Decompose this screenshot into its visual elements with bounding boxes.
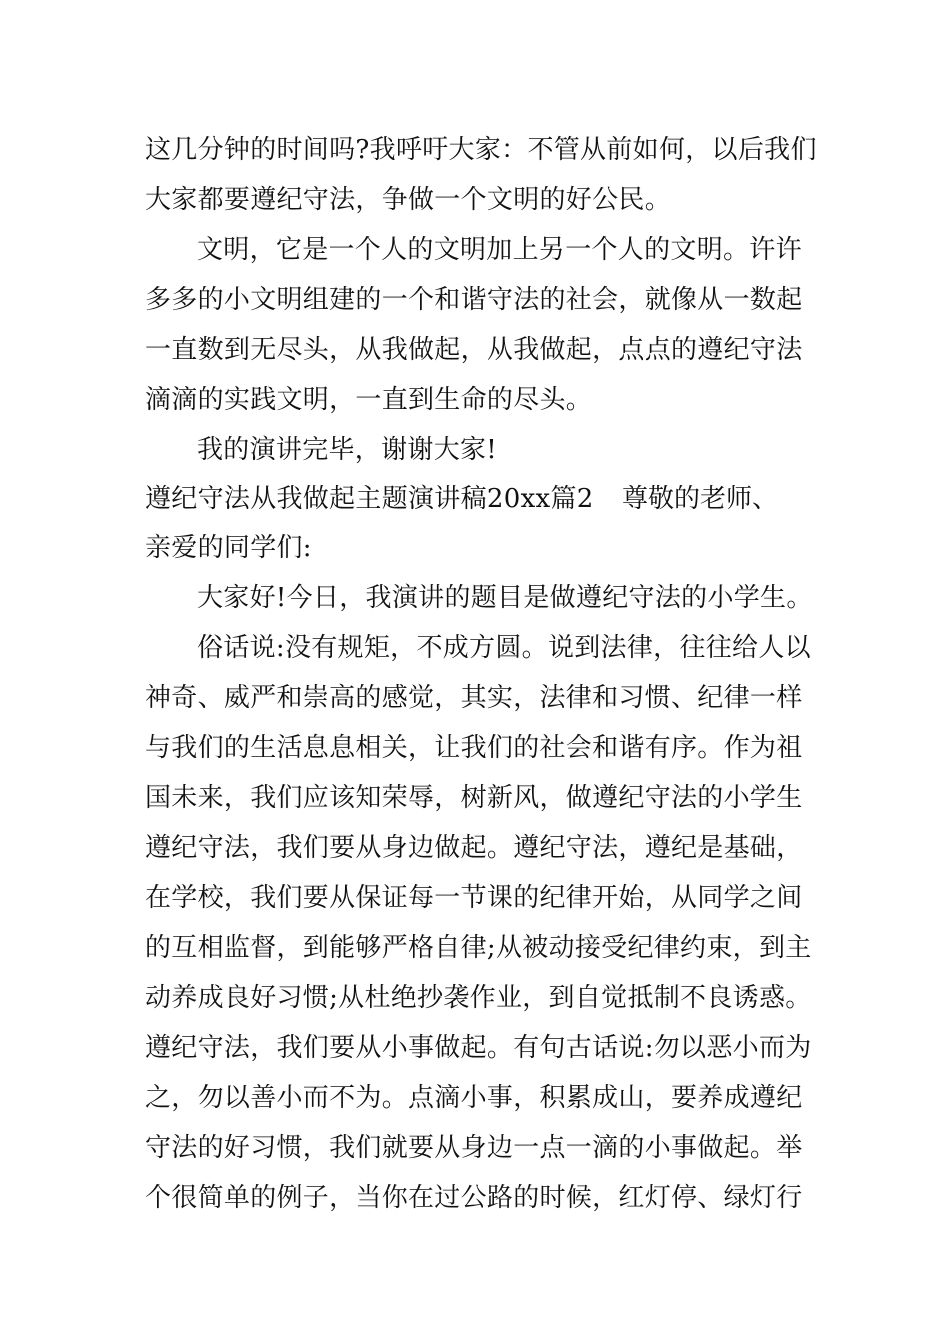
text-line: 之，勿以善小而不为。点滴小事，积累成山，要养成遵纪: [145, 1083, 803, 1113]
paragraph-start: 俗话说:没有规矩，不成方圆。说到法律，往往给人以: [197, 633, 811, 663]
text-line: 在学校，我们要从保证每一节课的纪律开始，从同学之间: [145, 883, 803, 913]
text-line: 遵纪守法，我们要从身边做起。遵纪守法，遵纪是基础，: [145, 833, 803, 863]
text-line: 神奇、威严和崇高的感觉，其实，法律和习惯、纪律一样: [145, 683, 803, 713]
section-title: 遵纪守法从我做起主题演讲稿20xx篇2: [145, 484, 594, 514]
closing-remark: 我的演讲完毕，谢谢大家!: [197, 435, 498, 465]
salutation-start: 尊敬的老师、: [622, 484, 779, 514]
text-line: 这几分钟的时间吗?我呼吁大家：不管从前如何，以后我们: [145, 135, 817, 165]
greeting-paragraph: 大家好!今日，我演讲的题目是做遵纪守法的小学生。: [197, 583, 813, 613]
text-line: 遵纪守法，我们要从小事做起。有句古话说:勿以恶小而为: [145, 1033, 812, 1063]
text-line: 守法的好习惯，我们就要从身边一点一滴的小事做起。举: [145, 1133, 803, 1163]
text-line: 国未来，我们应该知荣辱，树新风，做遵纪守法的小学生: [145, 783, 803, 813]
text-line: 滴滴的实践文明，一直到生命的尽头。: [145, 385, 593, 415]
paragraph-start: 文明，它是一个人的文明加上另一个人的文明。许许: [197, 235, 802, 265]
salutation-line: 亲爱的同学们:: [145, 533, 312, 563]
text-line: 动养成良好习惯;从杜绝抄袭作业，到自觉抵制不良诱惑。: [145, 983, 812, 1013]
text-line: 大家都要遵纪守法，争做一个文明的好公民。: [145, 185, 672, 215]
text-line: 多多的小文明组建的一个和谐守法的社会，就像从一数起: [145, 285, 803, 315]
text-line: 与我们的生活息息相关，让我们的社会和谐有序。作为祖: [145, 733, 803, 763]
text-line: 个很简单的例子，当你在过公路的时候，红灯停、绿灯行: [145, 1183, 803, 1213]
text-line: 一直数到无尽头，从我做起，从我做起，点点的遵纪守法: [145, 335, 803, 365]
text-line: 的互相监督，到能够严格自律;从被动接受纪律约束，到主: [145, 933, 812, 963]
